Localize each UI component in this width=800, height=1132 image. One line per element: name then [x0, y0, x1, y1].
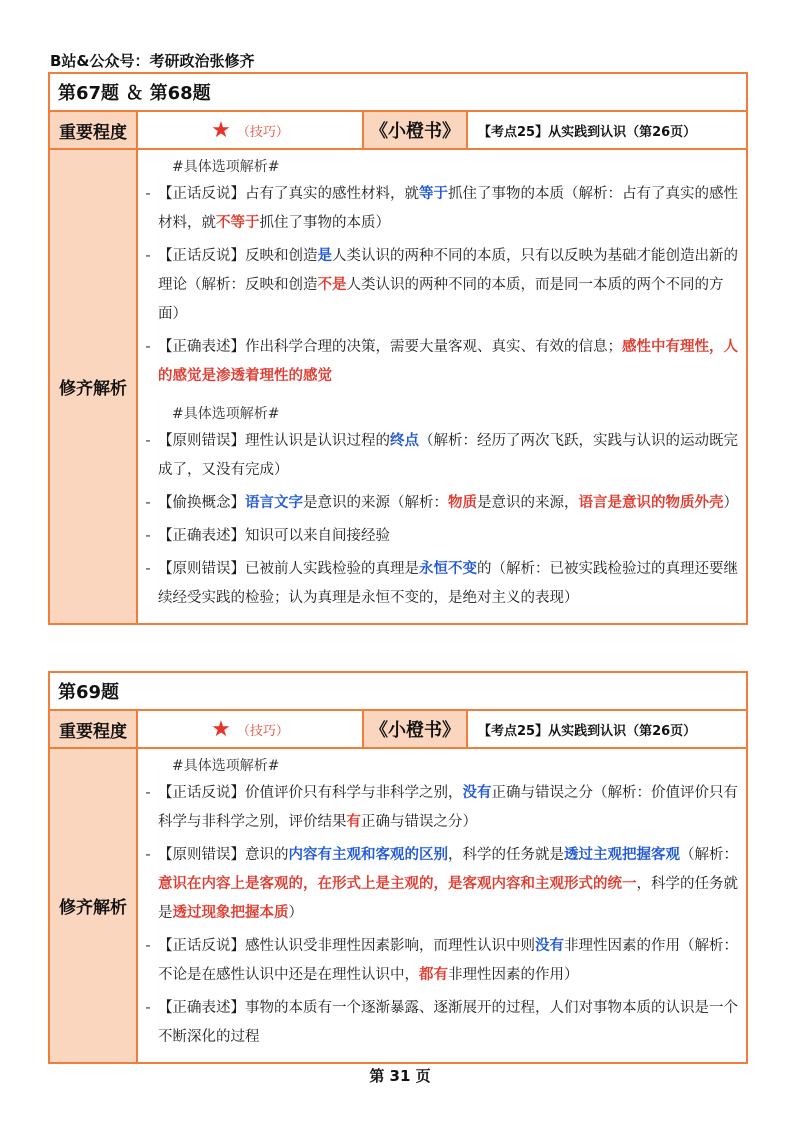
technique-tag: （技巧）: [236, 124, 289, 140]
question-title: 第69题: [50, 673, 746, 711]
star-icon: ★: [211, 117, 231, 143]
book-title: 《小橙书》: [364, 711, 468, 747]
list-item: - 【正确表述】知识可以来自间接经验: [138, 522, 740, 551]
importance-rating: [138, 112, 364, 148]
bullet-dash: -: [145, 433, 151, 449]
question-block-67-68: [48, 72, 748, 625]
section-head: #具体选项解析#: [172, 406, 280, 422]
bullet-dash: -: [145, 1000, 151, 1016]
bullet-dash: -: [145, 339, 151, 355]
list-item: - 【原则错误】已被前人实践检验的真理是永恒不变的（解析：已被实践检验过的真理还要继续经受实践的检验；认为真理是永恒不变的，是绝对主义的表现）: [138, 555, 740, 613]
analysis-content: [138, 150, 746, 623]
question-block-69: [48, 671, 748, 1064]
section-head: #具体选项解析#: [172, 159, 280, 175]
list-item: - 【偷换概念】语言文字是意识的来源（解析：物质是意识的来源，语言是意识的物质外壳）: [138, 489, 740, 518]
bullet-dash: -: [145, 938, 151, 954]
list-item: - 【正确表述】事物的本质有一个逐渐暴露、逐渐展开的过程，人们对事物本质的认识是一个不断深化的过程: [138, 994, 740, 1052]
importance-rating: [138, 711, 364, 747]
analysis-content: [138, 749, 746, 1062]
list-item: - 【正确表述】作出科学合理的决策，需要大量客观、真实、有效的信息；感性中有理性，人的感觉是渗透着理性的感觉: [138, 333, 740, 391]
list-item: - 【正话反说】占有了真实的感性材料，就等于抓住了事物的本质（解析：占有了真实的感性材料，就不等于抓住了事物的本质）: [138, 180, 740, 238]
page-number: 第 31 页: [369, 1067, 431, 1085]
bullet-dash: -: [145, 785, 151, 801]
list-item: - 【正话反说】反映和创造是人类认识的两种不同的本质，只有以反映为基础才能创造出新的理论（解析：反映和创造不是人类认识的两种不同的本质，而是同一本质的两个不同的方面）: [138, 242, 740, 329]
question-title: 第67题 ＆ 第68题: [50, 74, 746, 112]
star-icon: ★: [211, 716, 231, 742]
list-item: - 【正话反说】感性认识受非理性因素影响，而理性认识中则没有非理性因素的作用（解析：不论是在感性认识中还是在理性认识中，都有非理性因素的作用）: [138, 932, 740, 990]
bullet-dash: -: [145, 528, 151, 544]
list-item: - 【原则错误】意识的内容有主观和客观的区别，科学的任务就是透过主观把握客观（解析：意识在内容上是客观的，在形式上是主观的，是客观内容和主观形式的统一，科学的任务就是透过现象把握本质）: [138, 841, 740, 928]
analysis-row: [50, 150, 746, 623]
bullet-dash: -: [145, 847, 151, 863]
analysis-label: 修齐解析: [50, 749, 138, 1062]
bullet-dash: -: [145, 186, 151, 202]
header-source: B站&公众号：考研政治张修齐: [50, 52, 255, 70]
list-item: - 【正话反说】价值评价只有科学与非科学之别，没有正确与错误之分（解析：价值评价只有科学与非科学之别，评价结果有正确与错误之分）: [138, 779, 740, 837]
analysis-row: [50, 749, 746, 1062]
technique-tag: （技巧）: [236, 723, 289, 739]
bullet-dash: -: [145, 495, 151, 511]
section-head: #具体选项解析#: [172, 758, 280, 774]
meta-row: [50, 711, 746, 749]
exam-point: 【考点25】从实践到认识（第26页）: [478, 124, 697, 140]
analysis-label: 修齐解析: [50, 150, 138, 623]
meta-row: [50, 112, 746, 150]
bullet-dash: -: [145, 248, 151, 264]
list-item: - 【原则错误】理性认识是认识过程的终点（解析：经历了两次飞跃，实践与认识的运动既完成了，又没有完成）: [138, 427, 740, 485]
exam-point: 【考点25】从实践到认识（第26页）: [478, 723, 697, 739]
importance-label: 重要程度: [50, 711, 138, 747]
bullet-dash: -: [145, 561, 151, 577]
importance-label: 重要程度: [50, 112, 138, 148]
book-title: 《小橙书》: [364, 112, 468, 148]
